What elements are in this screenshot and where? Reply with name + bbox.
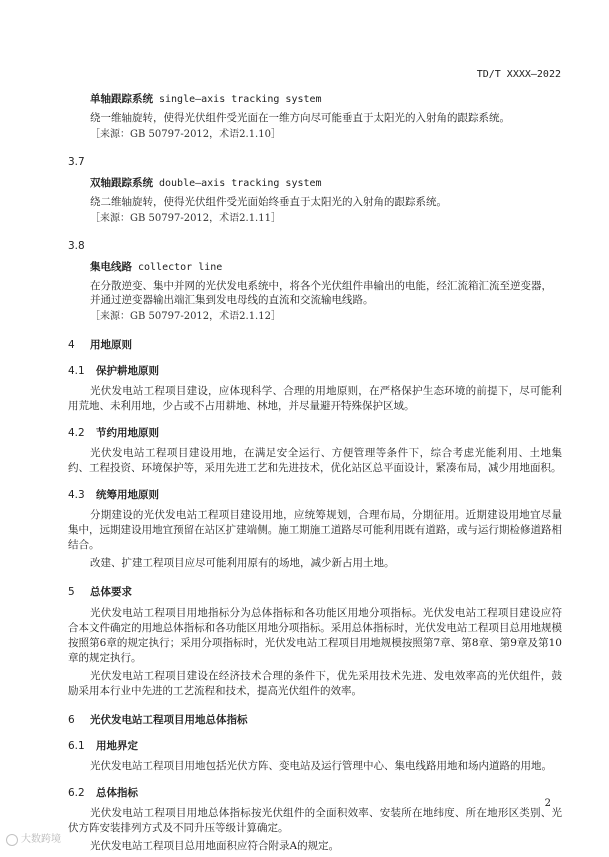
term-title-cn: 单轴跟踪系统 [90,93,153,105]
term-source: ［来源：GB 50797-2012，术语2.1.10］ [90,129,281,140]
subsection-heading [68,786,562,800]
paragraph: 分期建设的光伏发电站工程项目建设用地，应统筹规划，合理布局，分期征用。近期建设用地宜尽量集中，远期建设用地宜预留在站区扩建端侧。施工期施工道路尽可能利用既有道路，或与运行期检修道路相结合。 [68,509,562,551]
term-title-cn: 双轴跟踪系统 [90,177,153,189]
term-entry [90,176,562,226]
term-number: 3.8 [68,240,85,252]
watermark-text: 大数跨境 [21,834,61,845]
watermark [6,833,61,847]
subsection-number: 4.2 [68,427,85,439]
watermark-logo-icon [6,834,18,846]
page-content [68,92,562,857]
paragraph: 光伏发电站工程项目建设，应体现科学、合理的用地原则，在严格保护生态环境的前提下，尽可能利用荒地、未利用地，少占或不占用耕地、林地，并尽量避开特殊保护区域。 [68,385,562,412]
subsection-title: 用地界定 [96,740,138,752]
section-number: 5 [68,586,75,598]
term-definition: 在分散逆变、集中并网的光伏发电系统中，将各个光伏组件串输出的电能，经汇流箱汇流至逆变器，并通过逆变器输出端汇集到发电母线的直流和交流输电线路。 [90,280,552,306]
term-title [90,92,562,107]
term-definition: 绕二维轴旋转，使得光伏组件受光面始终垂直于太阳光的入射角的跟踪系统。 [90,196,447,208]
term-source: ［来源：GB 50797-2012，术语2.1.11］ [90,213,281,224]
paragraph: 光伏发电站工程项目建设在经济技术合理的条件下，优先采用技术先进、发电效率高的光伏组件，鼓励采用本行业中先进的工艺流程和技术，提高光伏组件的效率。 [68,670,562,697]
subsection-heading [68,426,562,440]
term-definition: 绕一维轴旋转，使得光伏组件受光面在一维方向尽可能垂直于太阳光的入射角的跟踪系统。 [90,112,510,124]
term-title-en: double—axis tracking system [159,178,322,189]
subsection-title: 节约用地原则 [96,427,159,439]
term-title-cn: 集电线路 [90,261,132,273]
subsection-heading [68,488,562,502]
paragraph: 光伏发电站工程项目用地包括光伏方阵、变电站及运行管理中心、集电线路用地和场内道路的用地。 [90,760,552,772]
paragraph: 改建、扩建工程项目应尽可能利用原有的场地，减少新占用土地。 [90,557,395,569]
paragraph: 光伏发电站工程项目建设用地，在满足安全运行、方便管理等条件下，综合考虑光能利用、土地集约、工程投资、环境保护等，采用先进工艺和先进技术，优化站区总平面设计，紧凑布局，减少用地面积。 [68,447,562,474]
paragraph: 光伏发电站工程项目用地指标分为总体指标和各功能区用地分项指标。光伏发电站工程项目建设应符合本文件确定的用地总体指标和各功能区用地分项指标。采用总体指标时，光伏发电站工程项目总用地规模按照第6章的规定执行；采用分项指标时，光伏发电站工程项目用地规模按照第7章、第8章、第9章及第10章的规定执行。 [68,607,562,664]
paragraph: 光伏发电站工程项目用地总体指标按光伏组件的全面积效率、安装所在地纬度、所在地形区类别、光伏方阵安装排列方式及不同升压等级计算确定。 [68,807,562,834]
subsection-title: 保护耕地原则 [96,365,159,377]
page-number: 2 [544,798,551,809]
term-title-en: collector line [138,262,223,273]
term-number: 3.7 [68,156,85,168]
section-heading [68,713,562,727]
section-title: 用地原则 [90,339,132,351]
term-title-en: single—axis tracking system [159,94,322,105]
term-source: ［来源：GB 50797-2012，术语2.1.12］ [90,311,281,322]
subsection-heading [68,364,562,378]
section-title: 光伏发电站工程项目用地总体指标 [90,714,248,726]
term-entry [90,92,562,142]
subsection-title: 总体指标 [96,787,138,799]
section-heading [68,585,562,599]
subsection-number: 4.1 [68,365,85,377]
subsection-title: 统筹用地原则 [96,489,159,501]
section-title: 总体要求 [90,586,132,598]
section-number: 4 [68,339,75,351]
subsection-heading [68,739,562,753]
subsection-number: 6.2 [68,787,85,799]
document-number: TD/T XXXX—2022 [476,69,561,80]
subsection-number: 6.1 [68,740,85,752]
term-title [90,260,562,275]
section-heading [68,338,562,352]
subsection-number: 4.3 [68,489,85,501]
term-entry [90,260,562,324]
term-title [90,176,562,191]
section-number: 6 [68,714,75,726]
paragraph: 光伏发电站工程项目总用地面积应符合附录A的规定。 [90,840,340,852]
